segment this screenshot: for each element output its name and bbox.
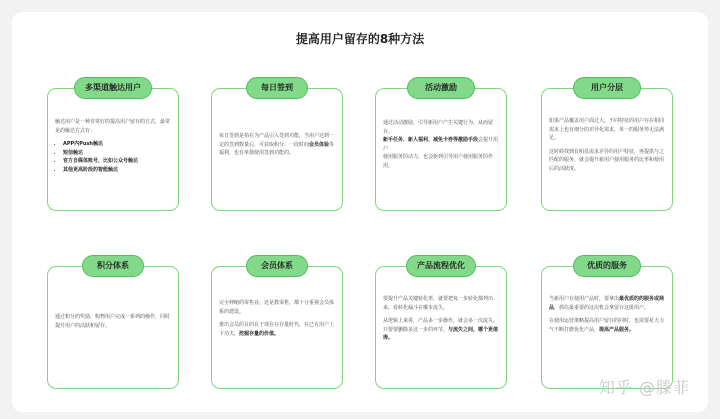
highlight-text: 会员体验 (309, 141, 330, 148)
text-span: 在使用运营策略提高用户留存的同时，也需要花大力气不断打磨优化产品， (549, 318, 665, 333)
card-text: 如果产品覆盖用户面过大，不同特征的用户存在相同需求上也有细分的差异化需求，单一的服务势无法满足。 (549, 118, 665, 142)
list-item: • APP内Push触达 (63, 140, 172, 149)
card-text: 要提升产品关键转化率，就要把每一步转化都列出来，看转化漏斗在哪步流失。 (383, 296, 494, 311)
card-text (549, 317, 666, 334)
text-span: 会提升用户 (383, 137, 499, 152)
card-body (55, 118, 172, 175)
card-heading: 每日签到 (246, 77, 308, 99)
text-span: 从逻辑上来讲，产品多一步操作，就会多一次流失。只要要删除多这一步的环节， (383, 318, 499, 333)
card-daily-checkin (211, 83, 343, 211)
text-span: 当新用户在使用产品时，要拿出 (549, 296, 620, 302)
list-item: • 短信触达 (63, 149, 172, 158)
text-span: 使用服务的动力，也会驱到引导用户使用服务的作用。 (383, 154, 494, 169)
card-text (383, 119, 500, 171)
card-text: 这时候找到有明显需求差异的用户特征，再提供与之匹配的服务，就会提升新用户使用服务的比率和使用后的活跃度。 (549, 148, 665, 172)
card-heading: 会员体系 (246, 255, 308, 277)
card-body (549, 117, 666, 179)
text-span: 推出会员的目的在于现在存存量时代，在已有用户上下功夫， (219, 322, 335, 337)
text-span: 等福利，也有单独使用签到功能的。 (219, 141, 335, 157)
card-text: 通过积分的奖励、购物用户完成一系列的操作，同时提升用户的活跃和留存。 (55, 314, 171, 329)
card-body (219, 299, 336, 343)
watermark: 知乎 @滕菲 (598, 378, 690, 397)
card-multichannel (47, 83, 179, 211)
list-item: • 其他更高阶段的智能触达 (63, 166, 172, 175)
card-heading: 多渠道触达用户 (74, 77, 152, 99)
card-activity-incentive (375, 83, 507, 211)
card-points-system (47, 261, 179, 389)
card-heading: 活动激励 (407, 77, 475, 99)
card-body (219, 132, 336, 163)
card-body (383, 295, 500, 348)
text-span: ，抓住最重要的这次机会拿留存这批用户。 (554, 304, 650, 311)
card-body (549, 295, 666, 339)
card-text: 触达用户是一种非常好的提高用户留存的方式，最常见的触达方式有： (55, 119, 171, 134)
card-text (549, 295, 666, 312)
card-heading: 积分体系 (82, 255, 144, 277)
card-heading: 产品流程优化 (406, 255, 476, 277)
bullet-list (55, 140, 172, 174)
diagram-title: 提高用户留存的8种方法 (295, 32, 425, 46)
card-text (383, 317, 500, 343)
card-user-segmentation (541, 83, 673, 211)
card-body (383, 119, 500, 176)
card-body (55, 313, 172, 335)
highlight-text: 最优质的的服务或商品 (549, 296, 665, 311)
highlight-text: 新手任务、新人福利、减免卡券等激励手段 (383, 137, 479, 144)
highlight-text: 与流失之间，哪个更值得。 (383, 326, 499, 342)
card-process-optimization (375, 261, 507, 389)
highlight-text: 挖掘存量的价值。 (239, 330, 280, 337)
card-heading: 优质的服务 (573, 255, 641, 277)
card-text (219, 132, 336, 158)
diagram-canvas (12, 12, 708, 412)
card-membership-system (211, 261, 343, 389)
list-item: • 官方自媒体账号，比如公众号触达 (63, 157, 172, 166)
card-heading: 用户分层 (573, 77, 641, 99)
card-text (219, 321, 336, 338)
highlight-text: 提高产品服务。 (599, 326, 635, 333)
card-text: 完全伸缩的零售业，还是教零售，都十分重视会员体系的建设。 (219, 300, 335, 315)
text-span: 每日签到是指在为产品引入签到功能，当用户达到一定的签到数量后，可获取积分、一段时间 (219, 133, 335, 148)
card-quality-service (541, 261, 673, 389)
text-span: 通过活动激励，引导新用户产生关键行为，从而留存。 (383, 120, 494, 135)
